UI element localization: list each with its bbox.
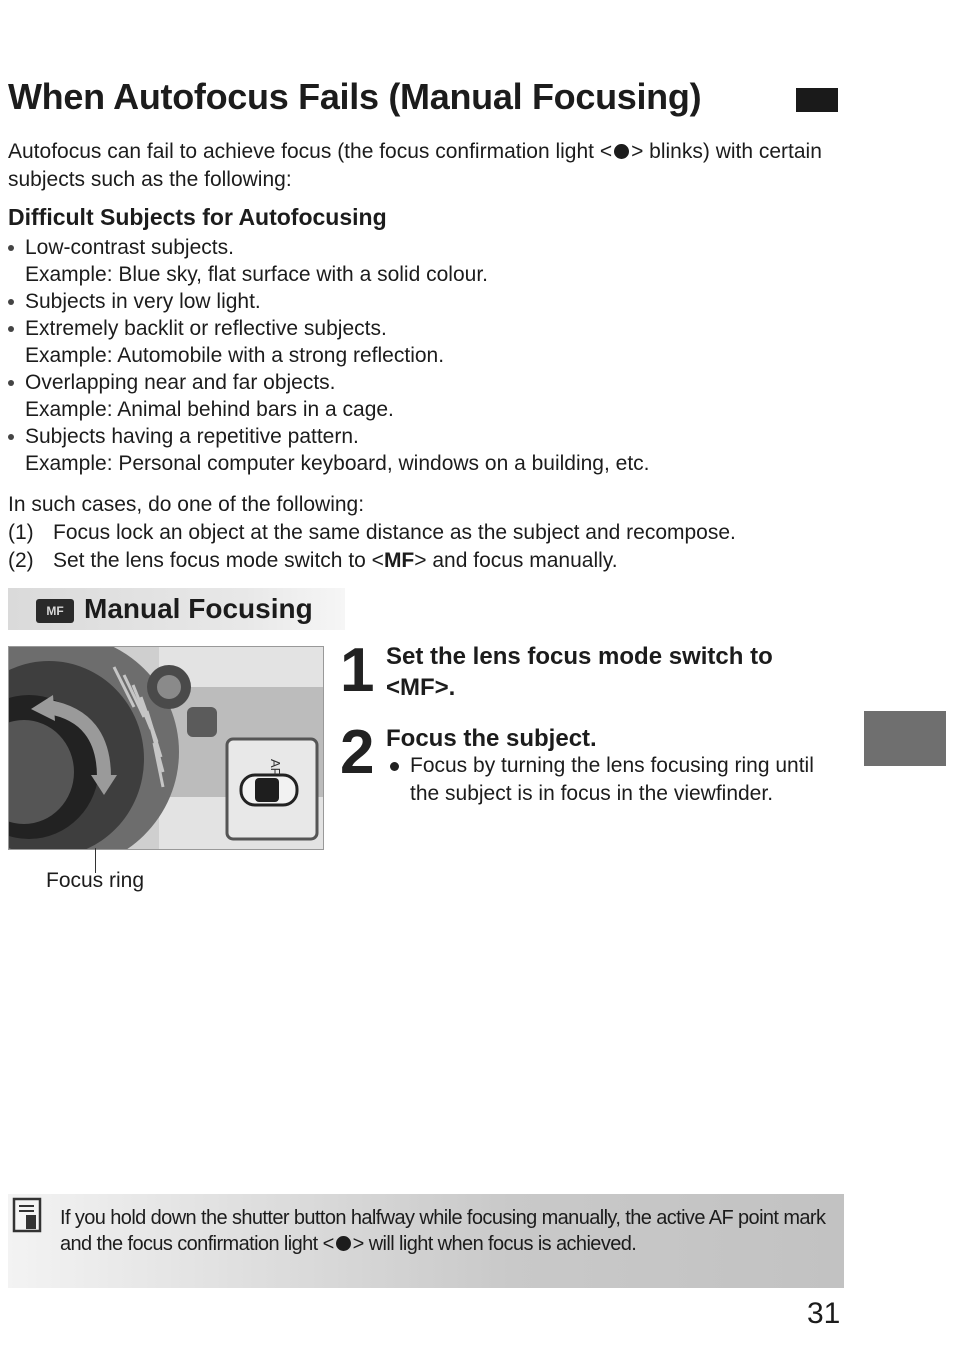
af-switch-label: AF [268, 759, 283, 776]
list-item: Extremely backlit or reflective subjects. Example: Automobile with a strong reflection. [8, 315, 888, 369]
intro-paragraph: Autofocus can fail to achieve focus (the focus confirmation light < > blinks) with certain subjects such as the following: [8, 140, 822, 191]
step-1-title: Set the lens focus mode switch to <MF>. [386, 643, 773, 701]
photo-caption: Focus ring [46, 869, 145, 892]
difficult-subjects-list [8, 234, 888, 477]
mf-icon: MF [36, 599, 74, 623]
step-2-body: Focus by turning the lens focusing ring until the subject is in focus in the viewfinder. [390, 752, 830, 808]
note-text: If you hold down the shutter button halfway while focusing manually, the active AF point mark and the focus confirmation light < > will light when focus is achieved. [60, 1207, 826, 1255]
bullet-icon [390, 762, 399, 771]
lens-focus-ring-illustration [8, 646, 324, 850]
step-2-number: 2 [340, 718, 375, 787]
note-memo-icon [12, 1197, 44, 1240]
bullet-icon [8, 245, 14, 251]
difficult-subjects-heading: Difficult Subjects for Autofocusing [8, 204, 387, 230]
page-title: When Autofocus Fails (Manual Focusing) [8, 76, 702, 117]
cases-block [8, 491, 888, 575]
chapter-tab-marker [864, 711, 946, 766]
focus-confirmation-dot-icon [614, 144, 629, 159]
page-number: 31 [807, 1297, 841, 1330]
cases-intro: In such cases, do one of the following: [8, 493, 365, 516]
list-item: Overlapping near and far objects. Example: Animal behind bars in a cage. [8, 369, 888, 423]
step-2-title: Focus the subject. [386, 725, 597, 752]
bullet-icon [8, 380, 14, 386]
focus-confirmation-dot-icon [336, 1236, 351, 1251]
bullet-icon [8, 299, 14, 305]
list-item: (2) Set the lens focus mode switch to <MF> and focus manually. [8, 549, 618, 572]
bullet-icon [8, 434, 14, 440]
list-item: (1) Focus lock an object at the same distance as the subject and recompose. [8, 521, 736, 544]
list-item: Subjects having a repetitive pattern. Example: Personal computer keyboard, windows on a building, etc. [8, 423, 888, 477]
section-title: MF Manual Focusing [36, 593, 313, 625]
cases-list [8, 519, 888, 575]
section-marker-bar [796, 88, 838, 112]
bullet-icon [8, 326, 14, 332]
list-item: Subjects in very low light. [8, 288, 888, 315]
step-1-number: 1 [340, 636, 375, 705]
list-item: Low-contrast subjects. Example: Blue sky, flat surface with a solid colour. [8, 234, 888, 288]
